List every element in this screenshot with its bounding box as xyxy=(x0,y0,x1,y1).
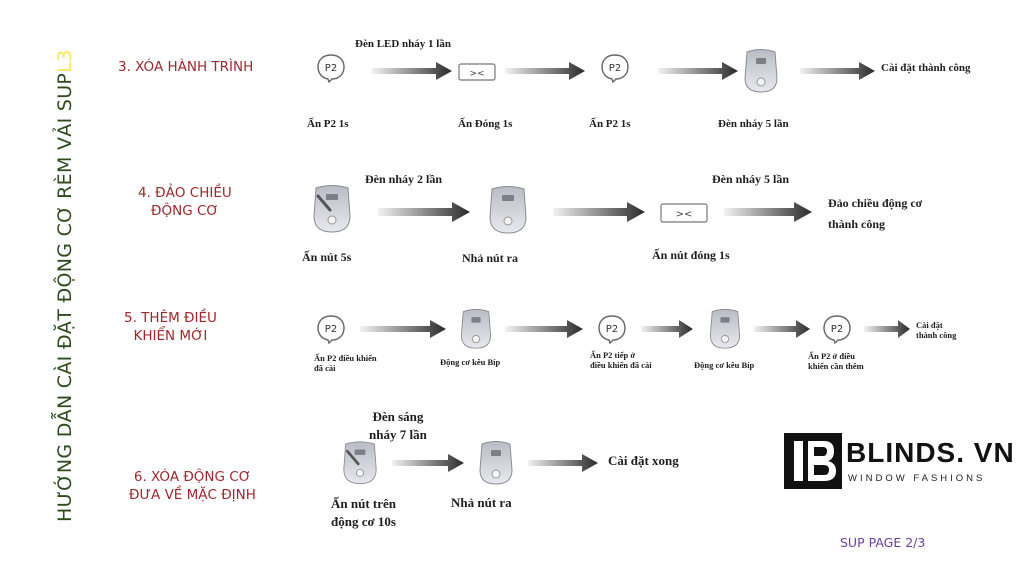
arrow-icon xyxy=(864,320,910,338)
arrow-icon xyxy=(505,62,585,80)
section-6-top-label-line-2: nháy 7 lần xyxy=(369,427,427,442)
motor-head-icon xyxy=(478,440,514,486)
section-3-caption-1: Ấn P2 1s xyxy=(307,118,349,130)
section-4-title-line-2: ĐỘNG CƠ xyxy=(151,203,219,219)
section-3-result: Cài đặt thành công xyxy=(881,62,971,74)
section-6-title xyxy=(129,468,256,504)
section-3-title: 3. XÓA HÀNH TRÌNH xyxy=(118,59,254,75)
arrow-icon xyxy=(372,62,452,80)
motor-head-icon xyxy=(743,48,779,94)
logo-tagline: WINDOW FASHIONS xyxy=(848,473,986,484)
section-5-caption-5-line-1: Ấn P2 ở điều xyxy=(808,351,855,361)
section-4-top-label-2: Đèn nháy 5 lần xyxy=(712,172,790,186)
section-4-caption-3: Ấn nút đóng 1s xyxy=(652,248,730,262)
side-title xyxy=(54,50,76,522)
section-5-title-line-2: KHIỂN MỚI xyxy=(133,328,208,344)
section-5-title-line-1: 5. THÊM ĐIỀU xyxy=(124,310,217,326)
section-4-result-line-1: Đảo chiều động cơ xyxy=(828,196,923,210)
section-5-caption-3-line-1: Ấn P2 tiếp ở xyxy=(590,350,636,360)
section-6-title-line-1: 6. XÓA ĐỘNG CƠ xyxy=(133,469,252,485)
p2-icon xyxy=(316,53,346,83)
section-5-caption-5 xyxy=(808,351,864,371)
svg-text:P2: P2 xyxy=(324,324,338,335)
section-5-caption-1-line-2: đã cài xyxy=(314,363,336,373)
logo-text: BLINDS. VN xyxy=(846,437,1015,468)
section-6-caption-1-line-1: Ấn nút trên xyxy=(331,496,397,511)
section-4-caption-1: Ấn nút 5s xyxy=(302,250,352,264)
svg-text:><: >< xyxy=(469,69,485,79)
motor-button-press-icon xyxy=(342,440,378,486)
motor-button-press-icon xyxy=(312,184,352,234)
p2-icon xyxy=(822,314,852,344)
svg-text:P2: P2 xyxy=(324,63,338,74)
section-4-top-label-1: Đèn nháy 2 lần xyxy=(365,172,443,186)
p2-icon xyxy=(316,314,346,344)
section-5-caption-3-line-2: điều khiển đã cài xyxy=(590,360,652,370)
section-4-result-line-2: thành công xyxy=(828,217,886,231)
section-5-title xyxy=(124,309,217,345)
motor-head-icon xyxy=(488,185,528,235)
arrow-icon xyxy=(724,202,812,222)
arrow-icon xyxy=(754,320,810,338)
section-6-top-label-line-1: Đèn sáng xyxy=(372,409,424,424)
arrow-icon xyxy=(505,320,583,338)
p2-icon xyxy=(597,314,627,344)
arrow-icon xyxy=(378,202,470,222)
section-3-caption-2: Ấn Đóng 1s xyxy=(458,118,513,130)
section-5-caption-3 xyxy=(590,350,652,370)
section-5-caption-1-line-1: Ấn P2 điều khiển xyxy=(314,353,377,363)
section-5-caption-5-line-2: khiển cần thêm xyxy=(808,361,864,371)
motor-head-icon xyxy=(708,308,742,350)
section-5-result xyxy=(916,320,956,340)
arrow-icon xyxy=(641,320,693,338)
section-6-caption-1-line-2: động cơ 10s xyxy=(331,514,396,529)
section-4-title xyxy=(138,184,232,220)
p2-icon xyxy=(600,53,630,83)
section-5-caption-2: Động cơ kêu Bíp xyxy=(440,357,501,367)
arrow-icon xyxy=(553,202,645,222)
svg-text:><: >< xyxy=(675,209,693,220)
section-5-result-line-2: thành công xyxy=(916,330,957,340)
blinds-logo-mark-icon xyxy=(784,433,842,489)
section-6-result: Cài đặt xong xyxy=(608,453,679,468)
section-5-caption-4: Động cơ kêu Bíp xyxy=(694,360,755,370)
close-button-icon xyxy=(458,63,496,81)
svg-text:P2: P2 xyxy=(608,63,622,74)
section-4-result xyxy=(828,193,922,235)
arrow-icon xyxy=(392,454,464,472)
close-button-icon xyxy=(660,203,708,223)
arrow-icon xyxy=(800,62,875,80)
svg-text:P2: P2 xyxy=(605,324,619,335)
section-3-caption-4: Đèn nháy 5 lần xyxy=(718,118,789,130)
section-6-top-label xyxy=(369,408,427,444)
section-6-title-line-2: ĐƯA VỀ MẶC ĐỊNH xyxy=(129,487,256,503)
side-title-main: HƯỚNG DẪN CÀI ĐẶT ĐỘNG CƠ RÈM VẢI SUP xyxy=(54,72,76,522)
motor-head-icon xyxy=(459,308,493,350)
arrow-icon xyxy=(658,62,738,80)
section-5-result-line-1: Cài đặt xyxy=(916,320,943,330)
section-6-caption-2: Nhả nút ra xyxy=(451,495,512,510)
section-6-caption-1 xyxy=(331,495,396,531)
blinds-logo xyxy=(784,433,1015,493)
arrow-icon xyxy=(528,454,598,472)
arrow-icon xyxy=(360,320,446,338)
section-4-title-line-1: 4. ĐẢO CHIỀU xyxy=(138,185,232,201)
section-5-caption-1 xyxy=(314,353,377,373)
section-4-caption-2: Nhả nút ra xyxy=(462,251,519,265)
svg-text:P2: P2 xyxy=(830,324,844,335)
section-3-top-label: Đèn LED nháy 1 lần xyxy=(355,38,451,50)
section-3-caption-3: Ấn P2 1s xyxy=(589,118,631,130)
page-number: SUP PAGE 2/3 xyxy=(840,535,926,550)
side-title-highlight: L3 xyxy=(54,49,76,73)
